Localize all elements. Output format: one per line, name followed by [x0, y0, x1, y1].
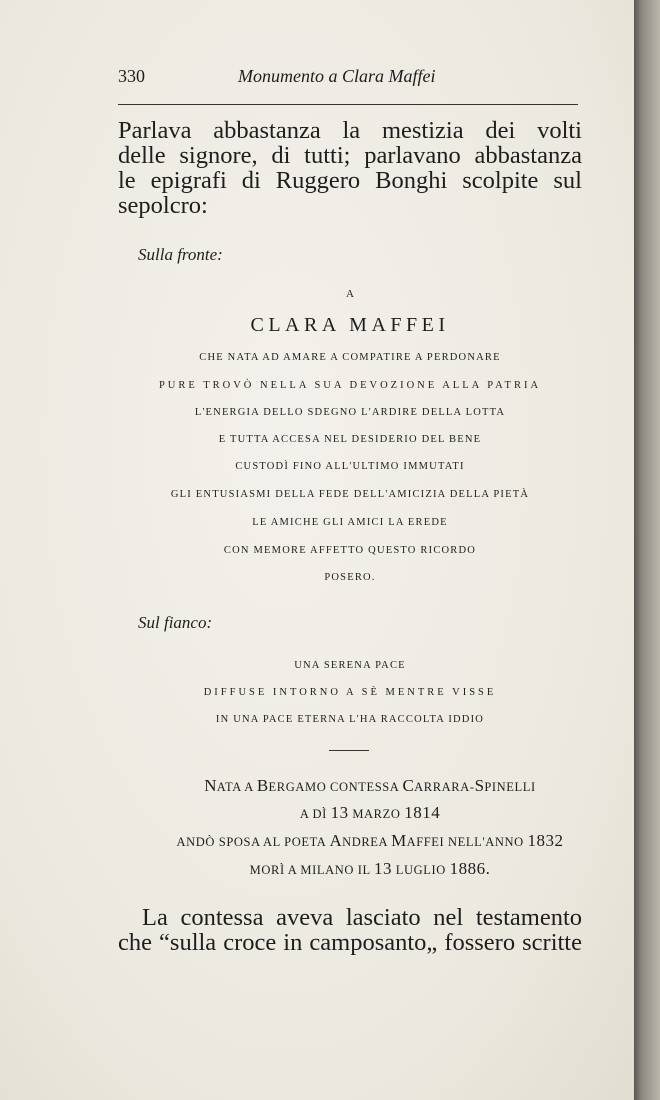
- epigraph-dedication: A: [346, 288, 354, 300]
- text-line: Parlava abbastanza la mestizia dei volti: [118, 117, 582, 144]
- epigraph-side-line: UNA SERENA PACE: [294, 660, 406, 671]
- bio-line-birth: NATA A BERGAMO CONTESSA CARRARA-SPINELLI: [204, 776, 536, 795]
- epigraph-line: GLI ENTUSIASMI DELLA FEDE DELL'AMICIZIA DELLA PIETÀ: [170, 489, 530, 500]
- text-line: che “sulla croce in camposanto„ fossero scritte: [118, 929, 582, 956]
- epigraph-line: POSERO.: [324, 572, 376, 583]
- epigraph-line: CHE NATA AD AMARE A COMPATIRE A PERDONARE: [199, 352, 501, 363]
- page-number: 330: [118, 66, 145, 86]
- header-rule: [118, 104, 578, 105]
- epigraph-line: CUSTODÌ FINO ALL'ULTIMO IMMUTATI: [235, 461, 465, 472]
- bio-line-death: MORÌ A MILANO IL 13 LUGLIO 1886.: [249, 859, 491, 878]
- page-gutter-shadow: [634, 0, 660, 1100]
- running-title: Monumento a Clara Maffei: [238, 66, 436, 86]
- paragraph-closing: [118, 905, 582, 955]
- epigraph-line: CON MEMORE AFFETTO QUESTO RICORDO: [223, 545, 477, 556]
- epigraph-line: L'ENERGIA DELLO SDEGNO L'ARDIRE DELLA LOTTA: [194, 407, 506, 418]
- paragraph-intro: [118, 118, 582, 218]
- epigraph-line: LE AMICHE GLI AMICI LA EREDE: [252, 517, 448, 528]
- section-label-side: Sul fianco:: [138, 613, 213, 632]
- text-line: le epigrafi di Ruggero Bonghi scolpite sul: [118, 167, 582, 194]
- section-label-front: Sulla fronte:: [138, 245, 223, 264]
- epigraph-line: E TUTTA ACCESA NEL DESIDERIO DEL BENE: [218, 434, 482, 445]
- text-line: La contessa aveva lasciato nel testamento: [142, 904, 582, 931]
- bio-line-date: A DÌ 13 MARZO 1814: [299, 803, 441, 822]
- page-header: [118, 66, 578, 90]
- text-line: sepolcro:: [118, 192, 208, 219]
- text-line: delle signore, di tutti; parlavano abbastanza: [118, 142, 582, 169]
- epigraph-line: PURE TROVÒ NELLA SUA DEVOZIONE ALLA PATRIA: [158, 380, 542, 391]
- bio-line-marriage: ANDÒ SPOSA AL POETA ANDREA MAFFEI NELL'ANNO 1832: [176, 831, 564, 850]
- epigraph-side-line: DIFFUSE INTORNO A SÈ MENTRE VISSE: [203, 687, 497, 698]
- epigraph-name: CLARA MAFFEI: [250, 314, 450, 336]
- epigraph-side-line: IN UNA PACE ETERNA L'HA RACCOLTA IDDIO: [215, 714, 485, 725]
- section-divider: [329, 750, 369, 751]
